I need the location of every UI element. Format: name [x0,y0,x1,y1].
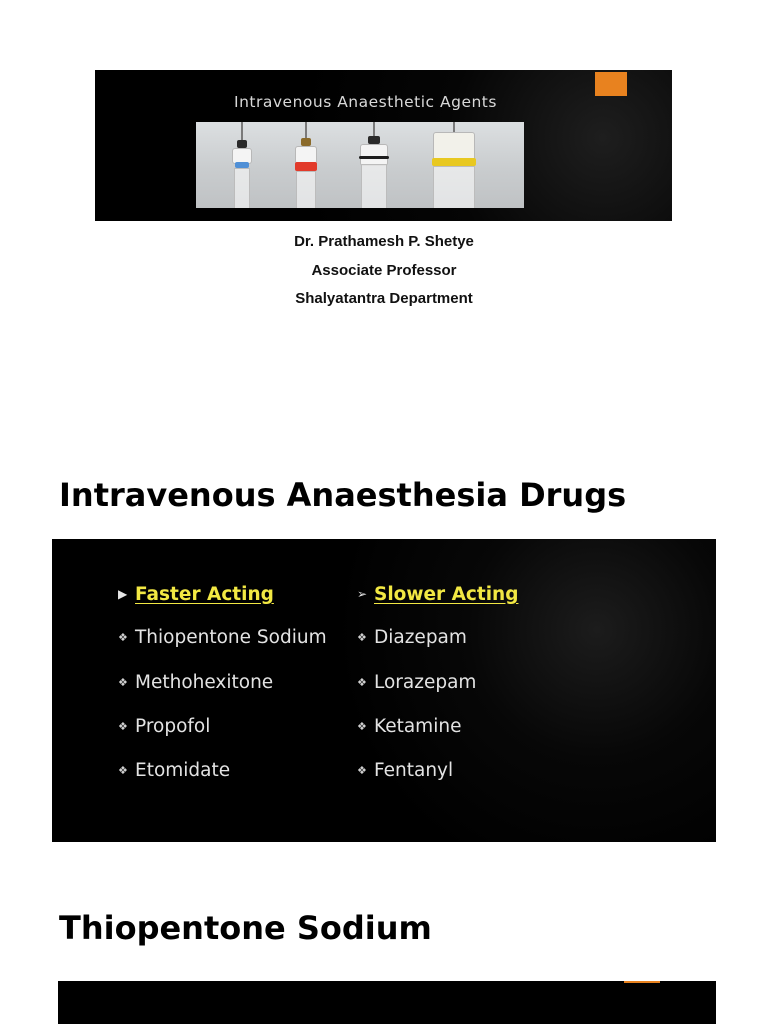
author-department: Shalyatantra Department [295,290,473,307]
diamond-bullet-icon: ❖ [118,631,128,645]
list-item: ❖ Etomidate [118,756,327,800]
diamond-bullet-icon: ❖ [118,719,128,733]
list-item: ❖ Fentanyl [357,756,518,800]
orange-accent-bar [624,981,660,983]
section-heading-iv-drugs: Intravenous Anaesthesia Drugs [59,476,627,514]
list-item: ❖ Diazepam [357,623,518,667]
author-info [0,228,768,314]
list-item: ❖ Lorazepam [357,668,518,712]
title-slide-image [95,70,672,221]
list-item: ❖ Propofol [118,712,327,756]
thiopentone-slide-image [58,981,716,1024]
slide-title: Intravenous Anaesthetic Agents [234,93,497,111]
faster-acting-column [118,579,327,800]
list-item: ❖ Thiopentone Sodium [118,623,327,667]
author-name: Dr. Prathamesh P. Shetye [294,233,474,250]
diamond-bullet-icon: ❖ [357,631,367,645]
diamond-bullet-icon: ❖ [118,675,128,689]
author-position: Associate Professor [311,261,457,279]
slower-acting-column [357,579,518,800]
diamond-bullet-icon: ❖ [357,675,367,689]
diamond-bullet-icon: ❖ [357,719,367,733]
syringe-1 [224,122,260,208]
column-header: ▶ Faster Acting [118,579,327,623]
list-item: ❖ Ketamine [357,712,518,756]
drugs-slide-image [52,539,716,842]
diamond-bullet-icon: ❖ [118,764,128,778]
column-header: ➢ Slower Acting [357,579,518,623]
diamond-bullet-icon: ❖ [357,764,367,778]
section-heading-thiopentone: Thiopentone Sodium [59,909,432,947]
syringe-4 [424,122,484,208]
syringe-2 [288,122,324,208]
triangle-bullet-icon: ▶ [118,587,128,601]
list-item: ❖ Methohexitone [118,668,327,712]
arrow-bullet-icon: ➢ [357,587,368,601]
syringes-photo [196,122,524,208]
syringe-3 [352,122,396,208]
